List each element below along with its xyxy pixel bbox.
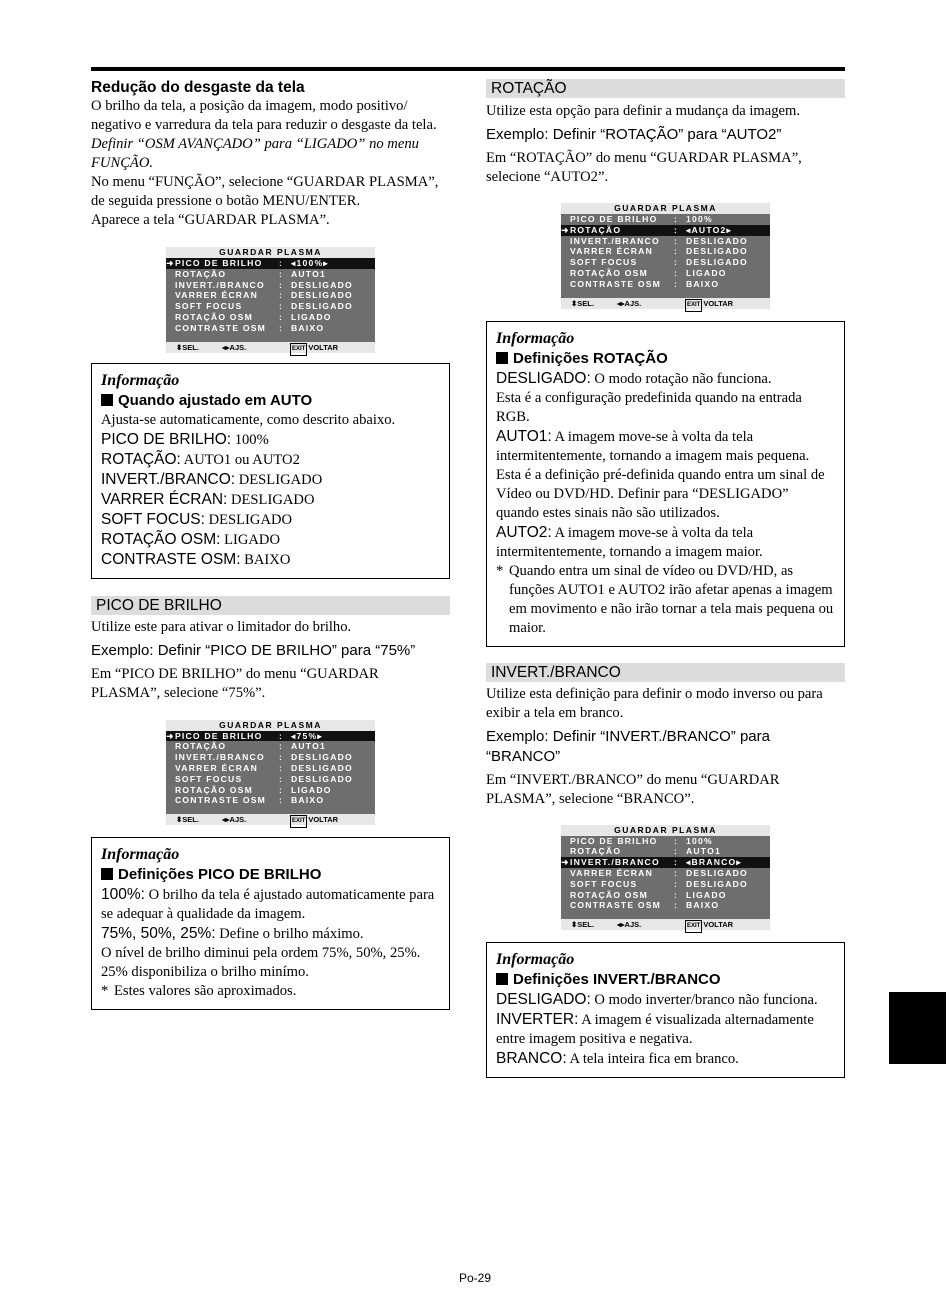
info-subtitle: Definições PICO DE BRILHO xyxy=(101,865,440,885)
square-bullet-icon xyxy=(101,394,113,406)
info-box-auto xyxy=(91,363,450,579)
menu-row-value: DESLIGADO xyxy=(686,878,748,889)
info-subtitle: Definições ROTAÇÃO xyxy=(496,349,835,369)
menu-row-label: INVERT./BRANCO xyxy=(570,857,660,868)
adjust-hint: ◂▸AJS. xyxy=(617,298,642,308)
menu-row xyxy=(166,269,375,280)
menu-row-label: SOFT FOCUS xyxy=(570,257,638,268)
menu-row-colon: : xyxy=(279,258,284,268)
menu-row-value: DESLIGADO xyxy=(291,773,353,784)
menu-row xyxy=(561,246,770,257)
menu-row xyxy=(561,279,770,290)
menu-row-label: INVERT./BRANCO xyxy=(175,752,265,763)
menu-row-colon: : xyxy=(674,257,679,268)
left-column xyxy=(91,78,450,1010)
menu-row-value: BAIXO xyxy=(291,322,325,333)
menu-row xyxy=(166,731,375,742)
info-title: Informação xyxy=(101,846,180,864)
menu-row-value: LIGADO xyxy=(291,784,332,795)
paragraph: Aparece a tela “GUARDAR PLASMA”. xyxy=(91,212,330,228)
menu-row-label: ROTAÇÃO OSM xyxy=(570,889,648,900)
menu-row-label: SOFT FOCUS xyxy=(175,773,243,784)
paragraph: No menu “FUNÇÃO”, selecione “GUARDAR PLASMA”, de seguida pressione o botão MENU/ENTER. xyxy=(91,174,439,209)
row-spacer xyxy=(561,846,570,857)
info-box-pico xyxy=(91,837,450,1010)
section-tab-marker xyxy=(889,992,946,1064)
info-intro: Ajusta-se automaticamente, como descrito abaixo. xyxy=(101,411,396,428)
info-title: Informação xyxy=(496,951,575,969)
info-subtitle: Definições INVERT./BRANCO xyxy=(496,970,835,990)
menu-row-value: DESLIGADO xyxy=(291,290,353,301)
info-subtitle: Quando ajustado em AUTO xyxy=(101,391,440,411)
menu-row-colon: : xyxy=(674,835,679,846)
menu-row-value: ◂AUTO2▸ xyxy=(686,224,732,235)
exit-key-icon: EXIT xyxy=(685,299,702,312)
row-spacer xyxy=(561,246,570,257)
menu-row-label: VARRER ÉCRAN xyxy=(570,867,653,878)
menu-title: GUARDAR PLASMA xyxy=(166,720,375,731)
menu-row-value: ◂BRANCO▸ xyxy=(686,857,742,868)
menu-row xyxy=(166,258,375,269)
menu-row xyxy=(166,795,375,806)
menu-row-value: ◂75%▸ xyxy=(291,730,323,741)
menu-row-value: DESLIGADO xyxy=(686,235,748,246)
menu-row-colon: : xyxy=(279,301,284,312)
exit-key-icon: EXIT xyxy=(290,343,307,356)
menu-row-colon: : xyxy=(674,889,679,900)
info-item: ROTAÇÃO OSM: LIGADO xyxy=(101,530,281,548)
menu-footer xyxy=(166,342,375,353)
paragraph: Em “PICO DE BRILHO” do menu “GUARDAR PLASMA”, selecione “75%”. xyxy=(91,665,379,701)
info-item: AUTO2: A imagem move-se à volta da tela intermitentemente, tornando a imagem maior. xyxy=(496,523,763,560)
menu-row-label: VARRER ÉCRAN xyxy=(570,246,653,257)
menu-row xyxy=(166,741,375,752)
selection-arrow-icon: ➜ xyxy=(561,857,570,868)
section-heading-reducao: Redução do desgaste da tela xyxy=(91,79,305,96)
menu-row-label: VARRER ÉCRAN xyxy=(175,290,258,301)
osd-menu-screen xyxy=(166,720,375,826)
row-spacer xyxy=(561,214,570,225)
row-spacer xyxy=(561,868,570,879)
row-spacer xyxy=(561,879,570,890)
osd-menu-screen xyxy=(166,247,375,353)
menu-row-label: PICO DE BRILHO xyxy=(175,730,263,741)
menu-title: GUARDAR PLASMA xyxy=(561,203,770,214)
info-box-invert xyxy=(486,942,845,1078)
menu-row-label: ROTAÇÃO xyxy=(570,846,622,857)
menu-row-value: BAIXO xyxy=(291,795,325,806)
menu-title: GUARDAR PLASMA xyxy=(561,825,770,836)
row-spacer xyxy=(166,312,175,323)
example-line: Exemplo: Definir “PICO DE BRILHO” para “75%” xyxy=(91,641,416,659)
menu-row xyxy=(166,312,375,323)
menu-footer xyxy=(561,919,770,930)
row-spacer xyxy=(166,785,175,796)
page-number: Po-29 xyxy=(458,1271,492,1285)
info-item: CONTRASTE OSM: BAIXO xyxy=(101,550,291,568)
menu-row-value: DESLIGADO xyxy=(291,752,353,763)
osd-menu-screen xyxy=(561,203,770,309)
menu-row-label: CONTRASTE OSM xyxy=(570,278,662,289)
info-text: Esta é a definição pré-definida quando entra um sinal de Vídeo ou DVD/HD. Definir para “DESLIGADO” quando estes sinais não são utilizados. xyxy=(496,466,825,521)
row-spacer xyxy=(166,795,175,806)
select-hint: ⬍SEL. xyxy=(571,920,594,930)
menu-row-value: AUTO1 xyxy=(291,741,326,752)
menu-row xyxy=(166,323,375,334)
paragraph: Utilize este para ativar o limitador do brilho. xyxy=(91,618,352,635)
menu-row-label: VARRER ÉCRAN xyxy=(175,762,258,773)
selection-arrow-icon: ➜ xyxy=(166,258,175,268)
menu-row-label: ROTAÇÃO OSM xyxy=(175,311,253,322)
menu-row-label: ROTAÇÃO xyxy=(570,224,622,235)
menu-row-value: DESLIGADO xyxy=(291,279,353,290)
menu-gap xyxy=(166,334,375,342)
row-spacer xyxy=(166,301,175,312)
menu-row-value: DESLIGADO xyxy=(686,867,748,878)
menu-row-colon: : xyxy=(279,322,284,333)
row-spacer xyxy=(166,269,175,280)
menu-row-value: 100% xyxy=(686,214,713,224)
menu-row-colon: : xyxy=(674,846,679,857)
row-spacer xyxy=(166,752,175,763)
menu-row xyxy=(166,763,375,774)
info-text: O nível de brilho diminui pela ordem 75%, 50%, 25%. 25% disponibiliza o brilho minímo. xyxy=(101,945,421,981)
menu-row-colon: : xyxy=(674,214,679,224)
info-item: PICO DE BRILHO: 100% xyxy=(101,430,269,448)
back-hint: EXIT VOLTAR xyxy=(685,298,733,309)
square-bullet-icon xyxy=(496,973,508,985)
section-bar-rotacao: ROTAÇÃO xyxy=(486,79,845,98)
menu-row-colon: : xyxy=(279,268,284,279)
menu-row xyxy=(166,301,375,312)
menu-gap xyxy=(561,911,770,919)
menu-row xyxy=(166,752,375,763)
menu-row-label: PICO DE BRILHO xyxy=(175,258,263,268)
menu-row-colon: : xyxy=(674,235,679,246)
menu-row xyxy=(561,879,770,890)
back-hint: EXIT VOLTAR xyxy=(685,919,733,930)
info-item: INVERT./BRANCO: DESLIGADO xyxy=(101,470,323,488)
info-item: INVERTER: A imagem é visualizada alternadamente entre imagem positiva e negativa. xyxy=(496,1011,814,1048)
menu-row-colon: : xyxy=(279,762,284,773)
menu-row-colon: : xyxy=(674,900,679,911)
menu-row-label: PICO DE BRILHO xyxy=(570,214,658,224)
top-rule xyxy=(91,67,845,71)
info-text: Esta é a configuração predefinida quando na entrada RGB. xyxy=(496,389,802,425)
row-spacer xyxy=(561,257,570,268)
info-item: 75%, 50%, 25%: Define o brilho máximo. xyxy=(101,925,364,943)
menu-gap xyxy=(166,806,375,814)
exit-key-icon: EXIT xyxy=(290,815,307,828)
adjust-hint: ◂▸AJS. xyxy=(617,920,642,930)
menu-row-label: INVERT./BRANCO xyxy=(570,235,660,246)
menu-row-label: SOFT FOCUS xyxy=(570,878,638,889)
exit-key-icon: EXIT xyxy=(685,920,702,933)
menu-row xyxy=(561,857,770,868)
menu-row-colon: : xyxy=(674,246,679,257)
paragraph: O brilho da tela, a posição da imagem, modo positivo/ negativo e varredura da tela para reduzir o desgaste da tela. xyxy=(91,98,437,133)
paragraph-instruction: Definir “OSM AVANÇADO” para “LIGADO” no menu FUNÇÃO. xyxy=(91,136,419,171)
menu-row xyxy=(561,900,770,911)
menu-footer xyxy=(561,298,770,309)
paragraph: Utilize esta opção para definir a mudança da imagem. xyxy=(486,103,801,119)
info-item: VARRER ÉCRAN: DESLIGADO xyxy=(101,490,315,508)
menu-row-colon: : xyxy=(279,290,284,301)
menu-row xyxy=(166,280,375,291)
menu-row-colon: : xyxy=(674,867,679,878)
menu-row-value: BAIXO xyxy=(686,278,720,289)
row-spacer xyxy=(561,236,570,247)
info-item: DESLIGADO: O modo rotação não funciona. xyxy=(496,369,772,387)
menu-row-value: DESLIGADO xyxy=(686,246,748,257)
menu-row-colon: : xyxy=(279,741,284,752)
menu-row-label: ROTAÇÃO xyxy=(175,268,227,279)
example-line: Exemplo: Definir “ROTAÇÃO” para “AUTO2” xyxy=(486,126,782,143)
menu-row-colon: : xyxy=(674,267,679,278)
row-spacer xyxy=(561,890,570,901)
menu-row-label: ROTAÇÃO xyxy=(175,741,227,752)
menu-row-colon: : xyxy=(279,279,284,290)
menu-row-label: INVERT./BRANCO xyxy=(175,279,265,290)
menu-row xyxy=(166,785,375,796)
row-spacer xyxy=(561,268,570,279)
menu-row-colon: : xyxy=(674,278,679,289)
info-item: AUTO1: A imagem move-se à volta da tela intermitentemente, tornando a imagem mais pequena. xyxy=(496,427,810,464)
menu-row-colon: : xyxy=(279,752,284,763)
row-spacer xyxy=(166,290,175,301)
menu-row-value: 100% xyxy=(686,835,713,846)
menu-row-colon: : xyxy=(279,784,284,795)
example-line: Exemplo: Definir “INVERT./BRANCO” para “BRANCO” xyxy=(486,727,770,765)
section-bar-pico: PICO DE BRILHO xyxy=(91,596,450,615)
menu-row-label: SOFT FOCUS xyxy=(175,301,243,312)
menu-row xyxy=(561,268,770,279)
selection-arrow-icon: ➜ xyxy=(561,224,570,235)
selection-arrow-icon: ➜ xyxy=(166,730,175,741)
menu-row-label: PICO DE BRILHO xyxy=(570,835,658,846)
row-spacer xyxy=(561,279,570,290)
menu-row xyxy=(561,890,770,901)
row-spacer xyxy=(166,323,175,334)
info-item: DESLIGADO: O modo inverter/branco não funciona. xyxy=(496,991,818,1009)
info-note: * Quando entra um sinal de vídeo ou DVD/HD, as funções AUTO1 e AUTO2 irão afetar apenas a imagem em movimento e não irão tornar a tela mais pequena ou maior. xyxy=(496,562,834,636)
menu-row xyxy=(561,236,770,247)
info-title: Informação xyxy=(101,371,180,389)
menu-row-colon: : xyxy=(674,878,679,889)
adjust-hint: ◂▸AJS. xyxy=(222,342,247,352)
menu-row-colon: : xyxy=(279,773,284,784)
menu-row xyxy=(561,868,770,879)
menu-row-value: AUTO1 xyxy=(686,846,721,857)
select-hint: ⬍SEL. xyxy=(571,298,594,308)
info-box-rotacao xyxy=(486,321,845,647)
menu-row-value: LIGADO xyxy=(686,889,727,900)
info-item: ROTAÇÃO: AUTO1 ou AUTO2 xyxy=(101,450,300,468)
menu-row-label: ROTAÇÃO OSM xyxy=(570,267,648,278)
back-hint: EXIT VOLTAR xyxy=(290,342,338,353)
menu-row-colon: : xyxy=(674,224,679,235)
menu-row xyxy=(561,836,770,847)
right-column xyxy=(486,78,845,1078)
osd-menu-screen xyxy=(561,825,770,931)
row-spacer xyxy=(561,836,570,847)
square-bullet-icon xyxy=(101,868,113,880)
auto-values-list xyxy=(101,430,440,570)
menu-row-colon: : xyxy=(279,730,284,741)
menu-row-value: AUTO1 xyxy=(291,268,326,279)
menu-row-colon: : xyxy=(674,857,679,868)
menu-row-value: DESLIGADO xyxy=(291,301,353,312)
select-hint: ⬍SEL. xyxy=(176,342,199,352)
adjust-hint: ◂▸AJS. xyxy=(222,815,247,825)
menu-row xyxy=(166,774,375,785)
menu-row-label: CONTRASTE OSM xyxy=(570,900,662,911)
menu-row-colon: : xyxy=(279,795,284,806)
info-item: SOFT FOCUS: DESLIGADO xyxy=(101,510,293,528)
paragraph: Em “INVERT./BRANCO” do menu “GUARDAR PLASMA”, selecione “BRANCO”. xyxy=(486,771,780,807)
menu-row-value: LIGADO xyxy=(291,311,332,322)
menu-row-label: CONTRASTE OSM xyxy=(175,795,267,806)
menu-footer xyxy=(166,814,375,825)
back-hint: EXIT VOLTAR xyxy=(290,814,338,825)
row-spacer xyxy=(166,280,175,291)
paragraph: Utilize esta definição para definir o modo inverso ou para exibir a tela em branco. xyxy=(486,685,823,721)
info-item: BRANCO: A tela inteira fica em branco. xyxy=(496,1050,739,1068)
row-spacer xyxy=(166,741,175,752)
menu-row-value: ◂100%▸ xyxy=(291,258,329,268)
menu-row xyxy=(561,257,770,268)
menu-row-label: CONTRASTE OSM xyxy=(175,322,267,333)
menu-row-value: DESLIGADO xyxy=(291,762,353,773)
square-bullet-icon xyxy=(496,352,508,364)
info-item: 100%: O brilho da tela é ajustado automaticamente para se adequar à qualidade da imagem. xyxy=(101,886,435,923)
menu-row-label: ROTAÇÃO OSM xyxy=(175,784,253,795)
menu-row xyxy=(561,846,770,857)
row-spacer xyxy=(166,763,175,774)
select-hint: ⬍SEL. xyxy=(176,815,199,825)
paragraph: Em “ROTAÇÃO” do menu “GUARDAR PLASMA”, selecione “AUTO2”. xyxy=(486,150,802,185)
info-note: * Estes valores são aproximados. xyxy=(101,983,297,1000)
info-title: Informação xyxy=(496,329,575,347)
menu-row xyxy=(561,225,770,236)
row-spacer xyxy=(561,900,570,911)
menu-row xyxy=(166,290,375,301)
section-bar-invert: INVERT./BRANCO xyxy=(486,663,845,682)
menu-row-colon: : xyxy=(279,311,284,322)
row-spacer xyxy=(166,774,175,785)
menu-gap xyxy=(561,290,770,298)
menu-row-value: BAIXO xyxy=(686,900,720,911)
menu-row-value: DESLIGADO xyxy=(686,257,748,268)
menu-row-value: LIGADO xyxy=(686,267,727,278)
menu-row xyxy=(561,214,770,225)
menu-title: GUARDAR PLASMA xyxy=(166,247,375,258)
